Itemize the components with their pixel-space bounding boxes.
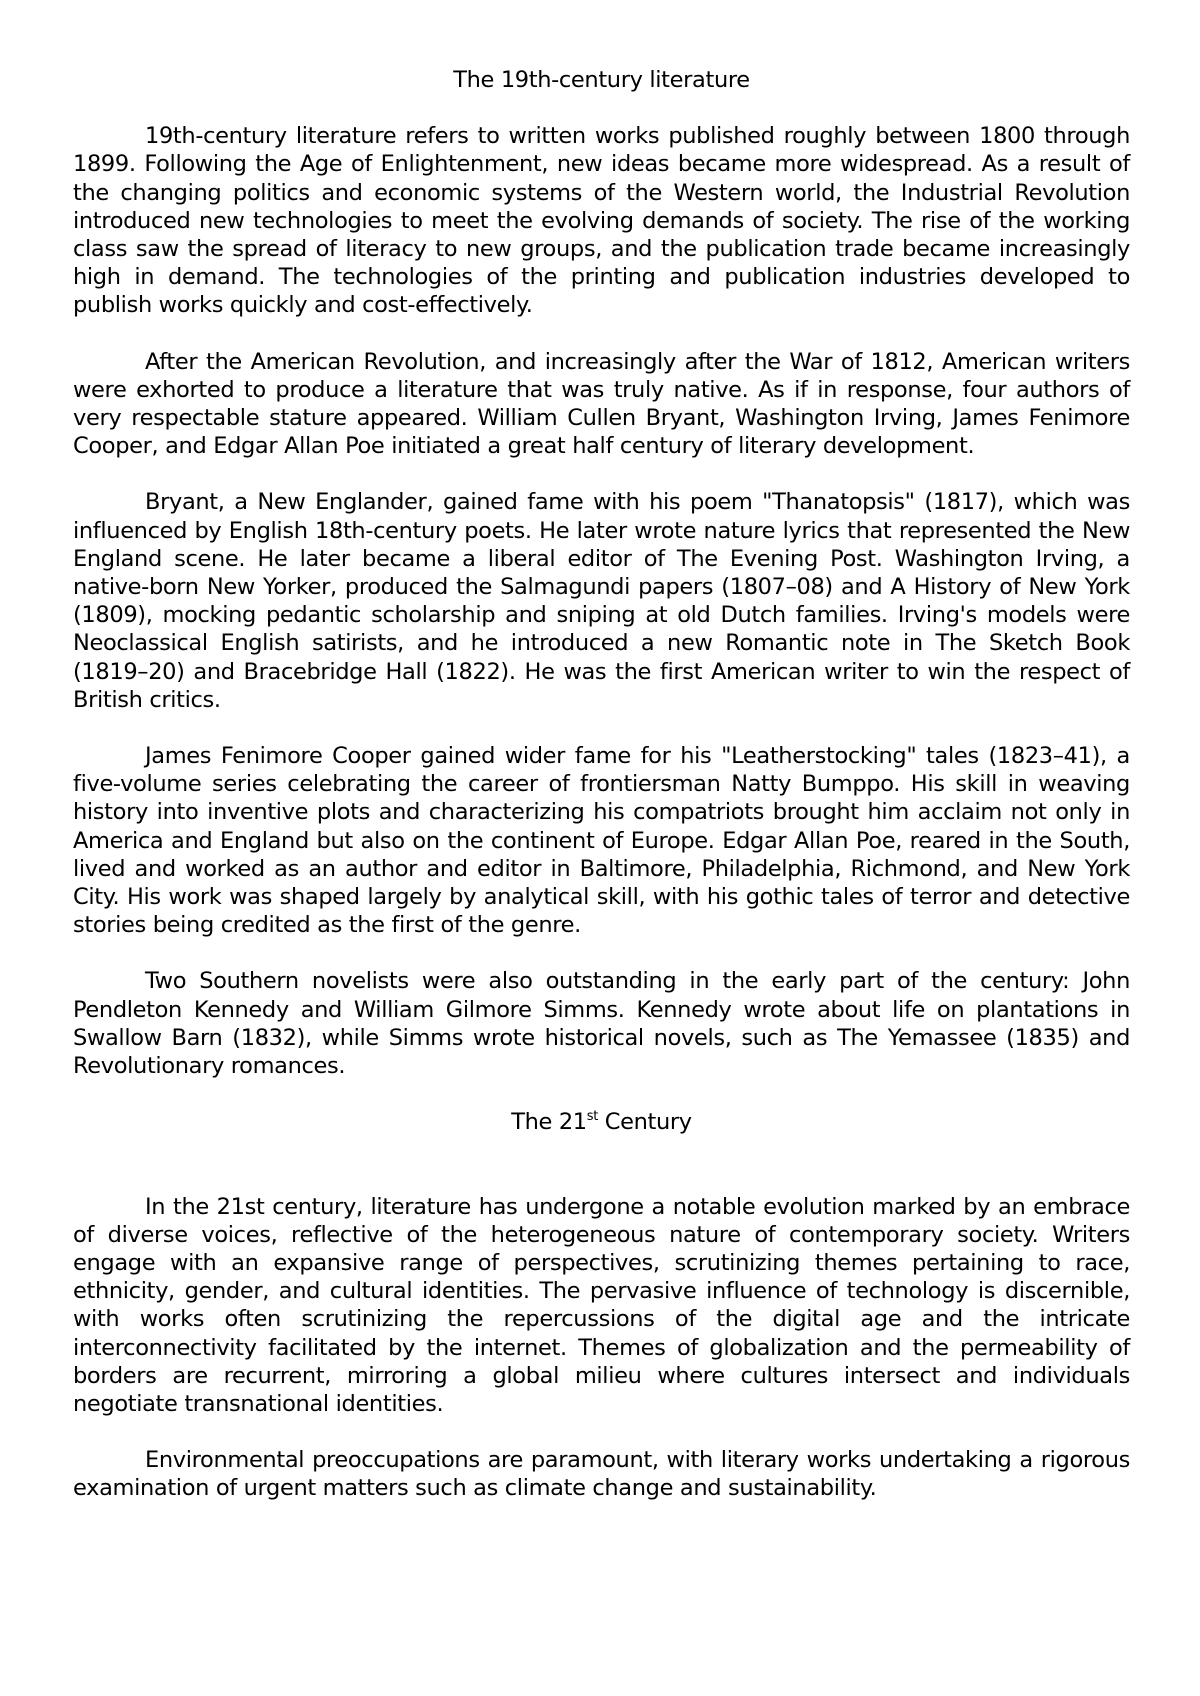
section-spacer — [73, 1137, 1130, 1165]
paragraph-19th-intro: 19th-century literature refers to written works published roughly between 1800 through 1899. Following the Age of Enlightenment, new ideas became more widespread. As a result of the changing politics and economic systems of the Western world, the Industrial Revolution introduced new technologies to meet the evolving demands of society. The rise of the working class saw the spread of literacy to new groups, and the publication trade became increasingly high in demand. The technologies of the printing and publication industries developed to publish works quickly and cost-effectively. — [73, 123, 1130, 319]
paragraph-environmental: Environmental preoccupations are paramount, with literary works undertaking a rigorous examination of urgent matters such as climate change and sustainability. — [73, 1447, 1130, 1502]
document-title: The 19th-century literature — [453, 67, 750, 93]
paragraph-american-revolution: After the American Revolution, and increasingly after the War of 1812, American writers were exhorted to produce a literature that was truly native. As if in response, four authors of very respectable stature appeared. William Cullen Bryant, Washington Irving, James Fenimore Cooper, and Edgar Allan Poe initiated a great half century of literary development. — [73, 348, 1130, 460]
paragraph-cooper-poe: James Fenimore Cooper gained wider fame for his "Leatherstocking" tales (1823–41), a five-volume series celebrating the career of frontiersman Natty Bumppo. His skill in weaving history into inventive plots and characterizing his compatriots brought him acclaim not only in America and England but also on the continent of Europe. Edgar Allan Poe, reared in the South, lived and worked as an author and editor in Baltimore, Philadelphia, Richmond, and New York City. His work was shaped largely by analytical skill, with his gothic tales of terror and detective stories being credited as the first of the genre. — [73, 743, 1130, 939]
section-title-21st-century — [73, 1108, 1130, 1136]
section-title-superscript: st — [586, 1109, 598, 1125]
section-title-prefix: The 21 — [511, 1109, 587, 1136]
paragraph-southern-novelists: Two Southern novelists were also outstanding in the early part of the century: John Pendleton Kennedy and William Gilmore Simms. Kennedy wrote about life on plantations in Swallow Barn (1832), while Simms wrote historical novels, such as The Yemassee (1835) and Revolutionary romances. — [73, 968, 1130, 1080]
section-title-suffix: Century — [597, 1109, 692, 1136]
paragraph-bryant-irving: Bryant, a New Englander, gained fame with his poem "Thanatopsis" (1817), which was influenced by English 18th-century poets. He later wrote nature lyrics that represented the New England scene. He later became a liberal editor of The Evening Post. Washington Irving, a native-born New Yorker, produced the Salmagundi papers (1807–08) and A History of New York (1809), mocking pedantic scholarship and sniping at old Dutch families. Irving's models were Neoclassical English satirists, and he introduced a new Romantic note in The Sketch Book (1819–20) and Bracebridge Hall (1822). He was the first American writer to win the respect of British critics. — [73, 489, 1130, 713]
document-page — [73, 66, 1130, 1503]
paragraph-21st-intro: In the 21st century, literature has undergone a notable evolution marked by an embrace of diverse voices, reflective of the heterogeneous nature of contemporary society. Writers engage with an expansive range of perspectives, scrutinizing themes pertaining to race, ethnicity, gender, and cultural identities. The pervasive influence of technology is discernible, with works often scrutinizing the repercussions of the digital age and the intricate interconnectivity facilitated by the internet. Themes of globalization and the permeability of borders are recurrent, mirroring a global milieu where cultures intersect and individuals negotiate transnational identities. — [73, 1193, 1130, 1417]
